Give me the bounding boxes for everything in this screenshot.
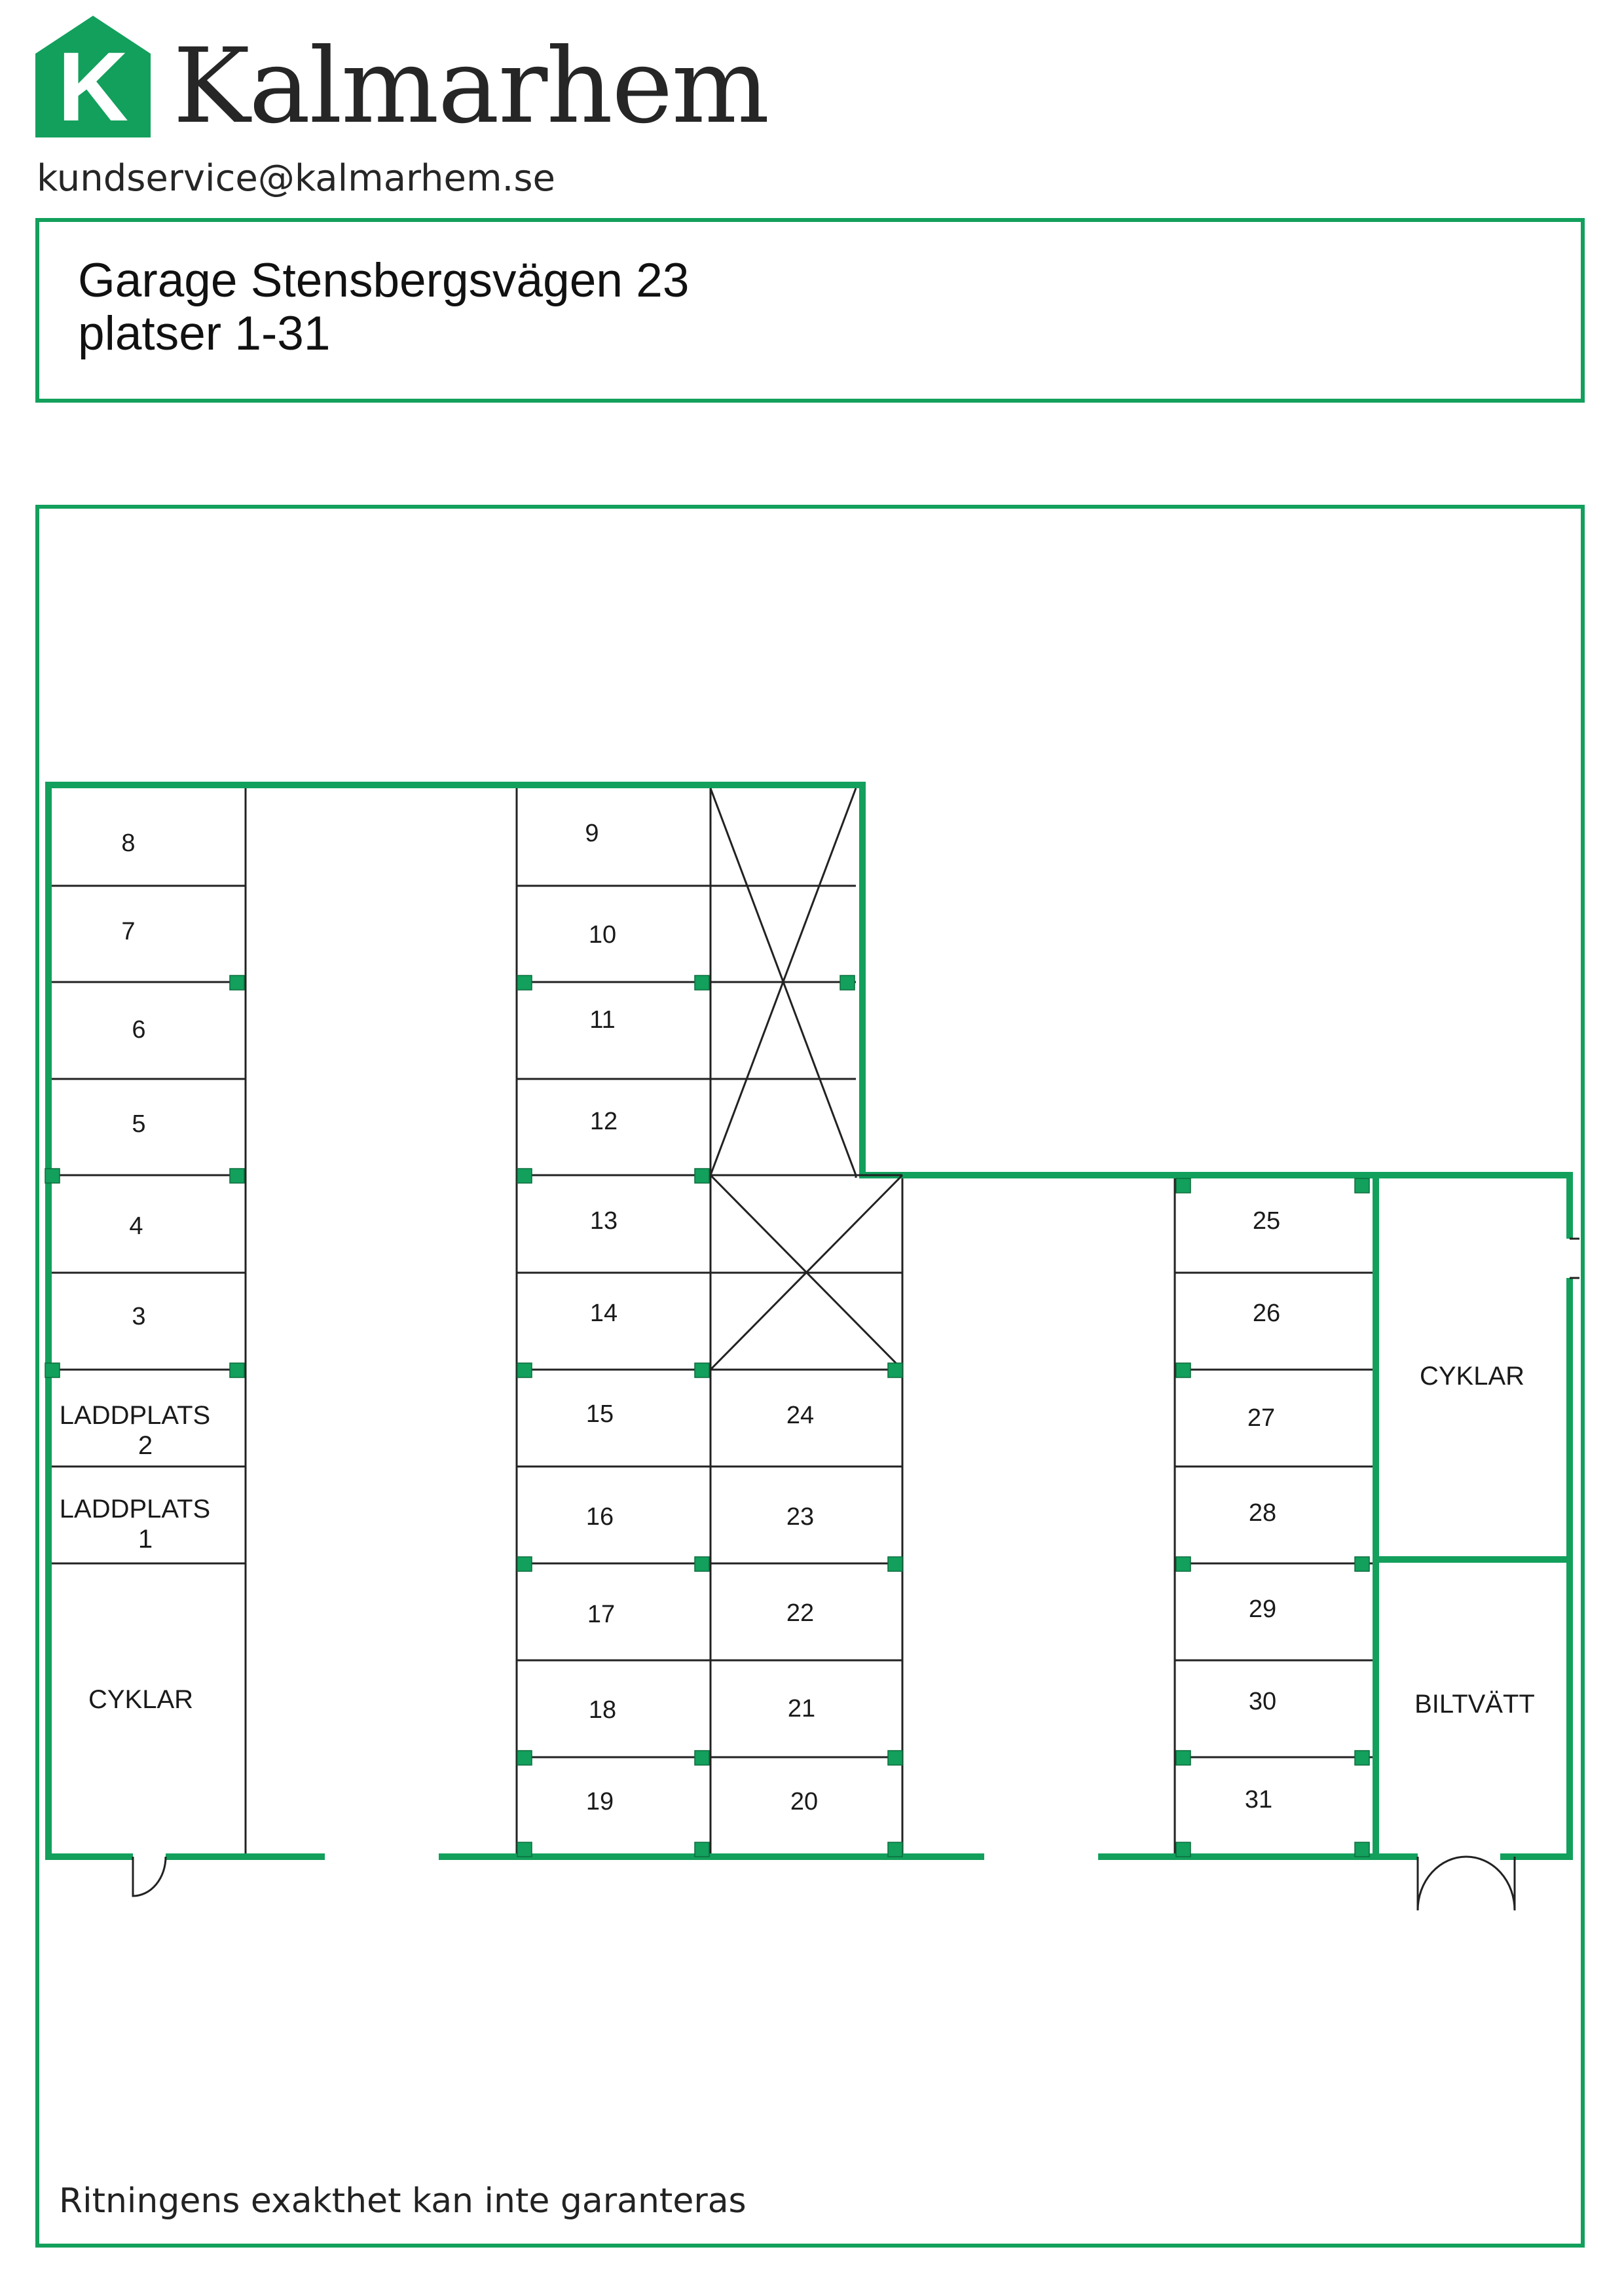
- spot-30: 30: [1248, 1688, 1277, 1715]
- door-carwash-right: [1466, 1857, 1515, 1910]
- brand-name: Kalmarhem: [173, 26, 769, 147]
- spot-11: 11: [589, 1006, 616, 1034]
- spot-16: 16: [585, 1503, 614, 1531]
- spot-labels: [121, 820, 1280, 1815]
- disclaimer: Ritningens exakthet kan inte garanteras: [59, 2181, 747, 2221]
- charging-number-2: 2: [138, 1431, 153, 1460]
- spot-25: 25: [1252, 1207, 1281, 1235]
- carwash-label: BILTVÄTT: [1414, 1690, 1535, 1719]
- spot-28: 28: [1248, 1499, 1277, 1527]
- spot-24: 24: [786, 1402, 815, 1429]
- page-title: Garage Stensbergsvägen 23: [78, 254, 690, 307]
- spot-21: 21: [787, 1695, 816, 1722]
- spot-27: 27: [1247, 1404, 1276, 1432]
- spot-13: 13: [589, 1207, 618, 1235]
- spot-4: 4: [129, 1212, 143, 1240]
- pillars: [45, 975, 1369, 1857]
- spot-20: 20: [790, 1788, 819, 1815]
- spot-15: 15: [585, 1400, 614, 1428]
- spot-3: 3: [132, 1303, 146, 1330]
- spot-29: 29: [1248, 1595, 1277, 1623]
- spot-12: 12: [589, 1108, 618, 1135]
- spot-23: 23: [786, 1503, 815, 1531]
- bike-room-label-right: CYKLAR: [1419, 1362, 1525, 1391]
- spot-18: 18: [588, 1696, 617, 1724]
- door-carwash-left: [1418, 1857, 1466, 1910]
- contact-email[interactable]: kundservice@kalmarhem.se: [37, 157, 555, 200]
- logo-letter: K: [57, 31, 129, 137]
- charging-label-2: LADDPLATS: [59, 1401, 211, 1430]
- spot-31: 31: [1244, 1786, 1273, 1813]
- spot-22: 22: [786, 1599, 815, 1627]
- page-subtitle: platser 1-31: [78, 307, 331, 360]
- door-swings: [133, 1239, 1579, 1910]
- bike-room-label-left: CYKLAR: [88, 1685, 194, 1714]
- spot-14: 14: [589, 1300, 618, 1327]
- spot-10: 10: [588, 921, 617, 949]
- spot-19: 19: [585, 1788, 614, 1815]
- charging-number-1: 1: [138, 1525, 153, 1554]
- stall-lines: [52, 788, 1373, 1853]
- spot-8: 8: [121, 829, 136, 857]
- spot-7: 7: [121, 918, 136, 945]
- spot-26: 26: [1252, 1300, 1281, 1327]
- spot-9: 9: [585, 820, 599, 847]
- spot-17: 17: [587, 1601, 616, 1628]
- door-bike-room: [133, 1857, 166, 1896]
- charging-label-1: LADDPLATS: [59, 1495, 211, 1523]
- spot-6: 6: [132, 1016, 146, 1044]
- spot-5: 5: [132, 1110, 146, 1138]
